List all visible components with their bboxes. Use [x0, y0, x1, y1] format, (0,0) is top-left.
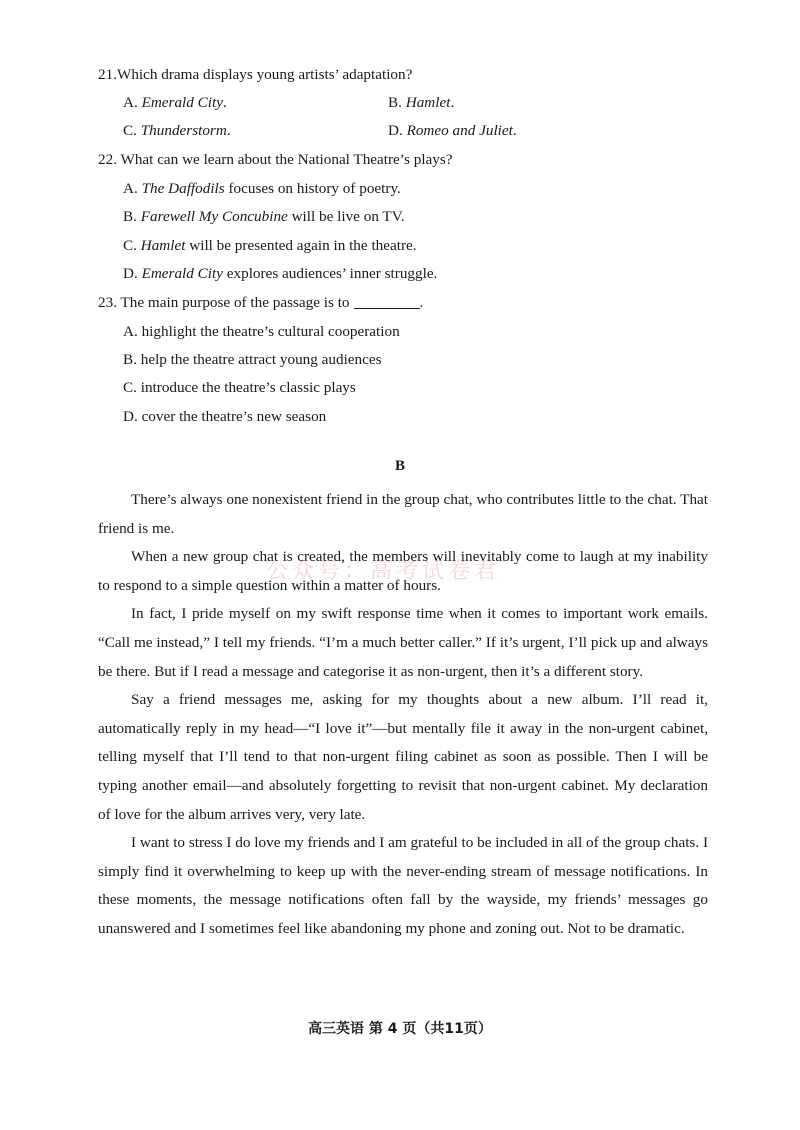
question-23-stem: 23. The main purpose of the passage is to . — [98, 294, 424, 311]
question-21-option-c: C. Thunderstorm. — [123, 122, 231, 139]
passage-paragraph-5: I want to stress I do love my friends and I am grateful to be included in all of the group chats. I simply find it overwhelming to keep up with the never-ending stream of message notifications. In these moments, the message notifications often fall by the wayside, my friends’ messages go unanswered and I sometimes feel like abandoning my phone and zoning out. Not to be dramatic. — [98, 834, 708, 937]
passage-paragraph-1: There’s always one nonexistent friend in the group chat, who contributes little to the chat. That friend is me. — [98, 491, 708, 537]
question-22-stem: 22. What can we learn about the National Theatre’s plays? — [98, 151, 453, 168]
question-21-option-d: D. Romeo and Juliet. — [388, 122, 517, 139]
section-title: B — [394, 458, 405, 474]
passage-paragraph-3: In fact, I pride myself on my swift response time when it comes to important work emails. “Call me instead,” I tell my friends. “I’m a much better caller.” If it’s urgent, I’ll pick up and always be there. But if I read a message and categorise it as non-urgent, then it’s a different story. — [98, 605, 708, 680]
question-22-option-d: D. Emerald City explores audiences’ inner struggle. — [123, 265, 438, 282]
question-22-option-b: B. Farewell My Concubine will be live on TV. — [123, 208, 405, 225]
question-21-option-b: B. Hamlet. — [388, 94, 455, 111]
question-21-stem: 21.Which drama displays young artists’ adaptation? — [98, 66, 413, 83]
passage-b — [98, 486, 708, 944]
answer-blank — [354, 294, 420, 309]
question-22-option-c: C. Hamlet will be presented again in the theatre. — [123, 237, 417, 254]
question-23-option-a: A. highlight the theatre’s cultural cooperation — [123, 323, 400, 340]
page-footer: 高三英语 第 4 页（共11页） — [308, 1021, 492, 1037]
question-21-option-a: A. Emerald City. — [123, 94, 227, 111]
passage-paragraph-4: Say a friend messages me, asking for my thoughts about a new album. I’ll read it, automatically reply in my head—“I love it”—but mentally file it away in the non-urgent cabinet, telling myself that I’ll tend to that non-urgent filing cabinet as soon as possible. Then I will be typing another email—and absolutely forgetting to revisit that non-urgent cabinet. My declaration of love for the album arrives very, very late. — [98, 691, 708, 823]
question-22-option-a: A. The Daffodils focuses on history of poetry. — [123, 180, 401, 197]
question-23-option-d: D. cover the theatre’s new season — [123, 408, 327, 425]
question-23-option-c: C. introduce the theatre’s classic plays — [123, 379, 356, 396]
watermark: 公众号：高考试卷君 — [266, 559, 501, 584]
passage-paragraph-2: When a new group chat is created, the members will inevitably come to laugh at my inability to respond to a simple question within a matter of hours. — [98, 548, 708, 594]
question-23-option-b: B. help the theatre attract young audiences — [123, 351, 382, 368]
